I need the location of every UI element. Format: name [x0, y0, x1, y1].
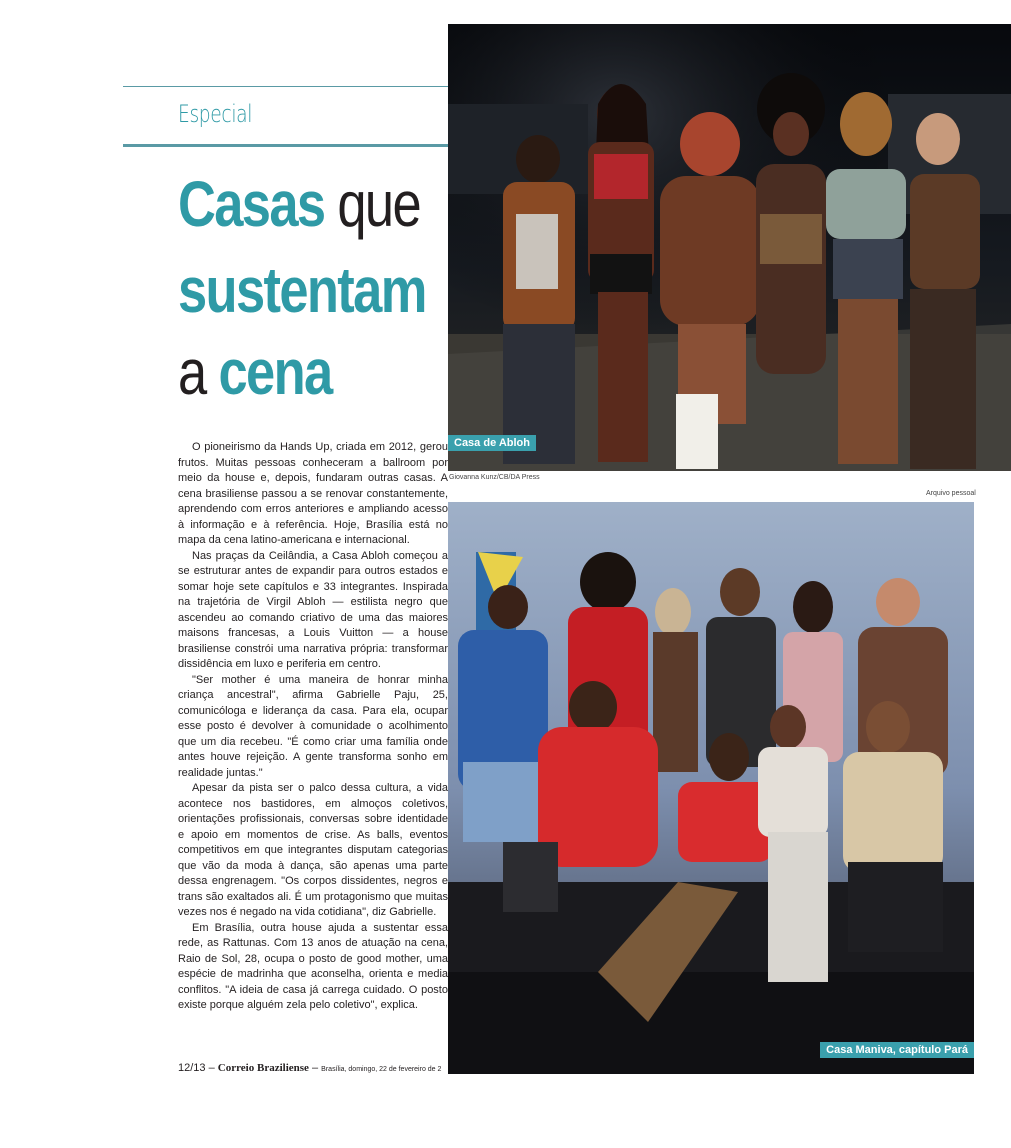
photo-casa-maniva-credit: Arquivo pessoal [926, 490, 976, 497]
newspaper-logo: Correio Braziliense [217, 1062, 309, 1074]
headline-word-cena: cena [218, 336, 332, 408]
article-body [178, 440, 448, 1014]
article-paragraph: "Ser mother é uma maneira de honrar minha criança ancestral", afirma Gabrielle Paju, 25, comunicóloga e liderança da casa. Para ela, ocupar esse posto é devolver à comunidade o acolhimento que um dia recebeu. "É como criar uma família onde antes houve rejeição. A gente transforma sonho em realidade juntas." [178, 673, 448, 779]
article-paragraph: Apesar da pista ser o palco dessa cultura, a vida acontece nos bastidores, em almoços coletivos, orientações profissionais, conversas sobre identidade e apoio em momentos de crise. As balls, eventos competitivos em que integrantes disputam categorias que vão da moda à dança, são apenas uma parte dessa engrenagem. "Os corpos dissidentes, negros e trans são exaltados ali. É um protagonismo que muitas vezes nos é negado na vida cotidiana", diz Gabrielle. [178, 782, 448, 918]
page-numbers: 12/13 [178, 1062, 206, 1074]
photo-casa-abloh-caption: Casa de Abloh [448, 435, 536, 451]
headline-line-2 [178, 254, 426, 326]
headline-word-casas: Casas [178, 168, 325, 240]
footer-separator: – [311, 1062, 319, 1074]
article-paragraph: Nas praças da Ceilândia, a Casa Abloh começou a se estruturar antes de expandir para outros estados e somar hoje sete capítulos e 33 integrantes. Inspirada na trajetória de Virgil Abloh — estilista negro que ascendeu ao comando criativo de uma das maiores maisons francesas, a Louis Vuitton — a house brasiliense constrói uma narrativa própria: transformar dissidência em luxo e periferia em centro. [178, 549, 448, 670]
photo-casa-abloh-credit: Giovanna Kunz/CB/DA Press [449, 474, 540, 481]
article-paragraph: O pioneirismo da Hands Up, criada em 2012, gerou frutos. Muitas pessoas conheceram a ballroom por meio da house e, depois, fundaram outras casas. A cena brasiliense passou a se renovar constantemente, aprendendo com erros anteriores e ampliando acesso à informação e à referência. Hoje, Brasília está no mapa da cena latino-americana e internacional. [178, 441, 448, 546]
photo-casa-maniva [448, 502, 974, 1074]
headline-line-1 [178, 168, 421, 240]
headline-word-sustentam: sustentam [178, 254, 426, 326]
page-footer [178, 1062, 441, 1074]
photo-casa-maniva-image [448, 502, 974, 1074]
headline-line-3 [178, 336, 332, 408]
photo-casa-abloh-image [448, 24, 1011, 471]
edition-date: Brasília, domingo, 22 de fevereiro de 2 [321, 1066, 442, 1073]
headline-word-que: que [324, 168, 421, 240]
section-label: Especial [178, 100, 253, 128]
photo-casa-maniva-caption: Casa Maniva, capítulo Pará [820, 1042, 974, 1058]
photo-casa-abloh [448, 24, 1011, 471]
footer-separator: – [208, 1062, 215, 1074]
section-rule-bottom [123, 144, 448, 147]
article-paragraph: Em Brasília, outra house ajuda a sustentar essa rede, as Rattunas. Com 13 anos de atuação na cena, Raio de Sol, 28, ocupa o posto de good mother, uma espécie de madrinha que aconselha, orienta e media conflitos. "A ideia de casa já carrega cuidado. O posto existe porque alguém zela pelo coletivo", explica. [178, 921, 448, 1011]
section-rule-top [123, 86, 448, 87]
headline-word-a: a [178, 336, 219, 408]
